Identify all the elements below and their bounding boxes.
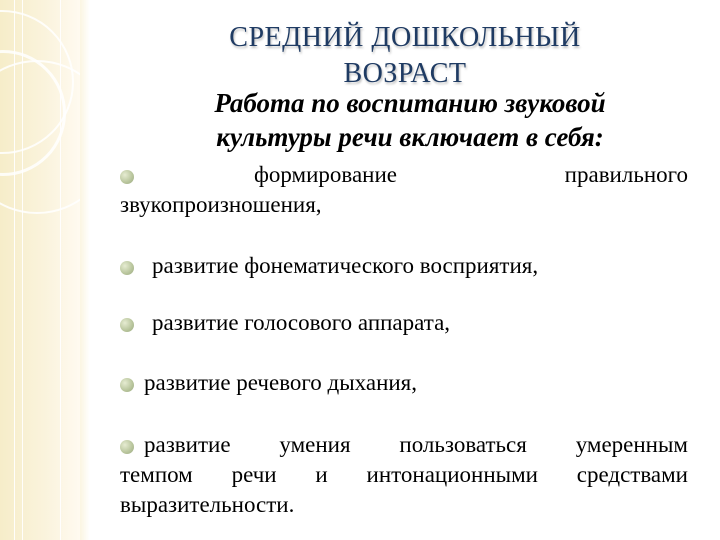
slide-subtitle	[160, 86, 660, 154]
slide-title	[160, 20, 650, 92]
list-item	[144, 368, 417, 398]
list-item-word: и	[315, 462, 328, 487]
list-item-word: умения	[279, 432, 351, 457]
list-item-word: средствами	[576, 462, 688, 487]
slide-title-line-1: СРЕДНИЙ ДОШКОЛЬНЫЙ	[229, 22, 581, 53]
slide-subtitle-line-1: Работа по воспитанию звуковой	[214, 88, 606, 118]
list-item	[152, 251, 538, 281]
list-item-word: умеренным	[575, 432, 688, 457]
list-item	[152, 308, 450, 338]
list-item-text: развитие речевого дыхания,	[144, 370, 418, 395]
list-item-word: темпом	[120, 462, 193, 487]
list-item-word: пользоваться	[399, 432, 527, 457]
list-item-word: формирование	[254, 162, 398, 187]
list-item	[120, 160, 688, 220]
slide-title-line-2: ВОЗРАСТ	[343, 58, 467, 89]
list-item-word: интонационными	[366, 462, 538, 487]
list-item-word: правильного	[564, 162, 688, 187]
list-item	[120, 430, 688, 520]
list-item-word: речи	[231, 462, 277, 487]
slide-subtitle-line-2: культуры речи включает в себя:	[216, 122, 604, 152]
bullet-icon	[120, 318, 134, 332]
list-item-text: развитие фонематического восприятия,	[152, 253, 539, 278]
list-item-line: звукопроизношения,	[120, 192, 322, 217]
list-item-line: выразительности.	[120, 492, 295, 517]
list-item-word: развитие	[144, 432, 231, 457]
bullet-icon	[120, 378, 134, 392]
list-item-text: развитие голосового аппарата,	[152, 310, 451, 335]
bullet-icon	[120, 261, 134, 275]
